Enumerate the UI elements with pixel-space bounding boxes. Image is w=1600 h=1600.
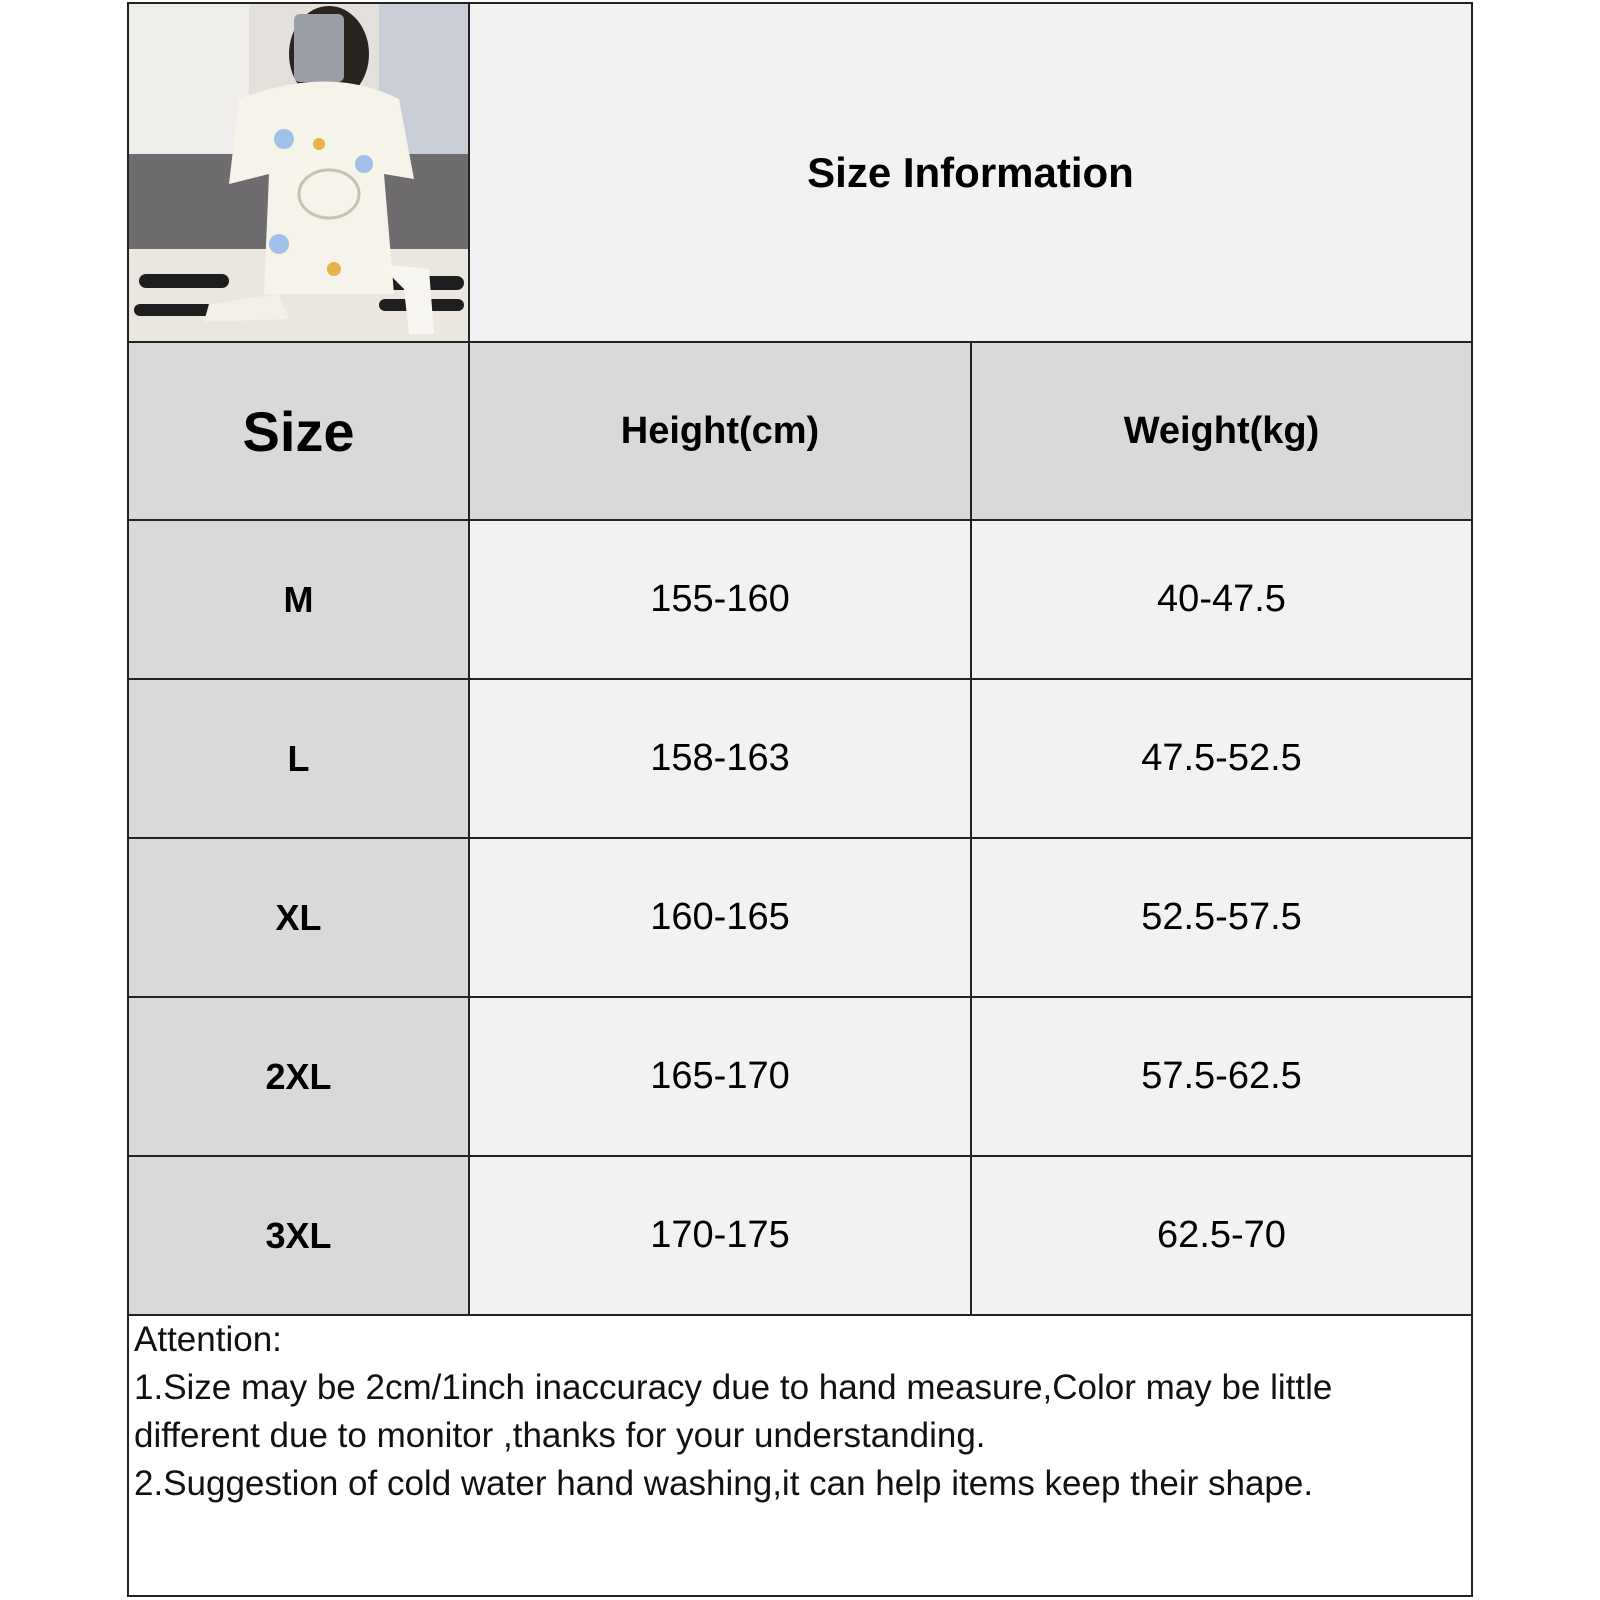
height-cell	[470, 521, 972, 678]
size-cell	[129, 1157, 470, 1314]
height-cell	[470, 998, 972, 1155]
height-value: 170-175	[650, 1214, 790, 1256]
weight-cell	[972, 521, 1471, 678]
height-value: 158-163	[650, 737, 790, 779]
weight-value: 52.5-57.5	[1141, 896, 1302, 938]
note-line: different due to monitor ,thanks for your understanding.	[134, 1416, 986, 1455]
weight-cell	[972, 839, 1471, 996]
height-cell	[470, 1157, 972, 1314]
size-cell	[129, 839, 470, 996]
size-value: 3XL	[265, 1214, 332, 1256]
size-cell	[129, 998, 470, 1155]
table-row	[129, 1157, 1471, 1316]
height-value: 160-165	[650, 896, 790, 938]
weight-cell	[972, 680, 1471, 837]
header-height-label: Height(cm)	[620, 409, 820, 452]
weight-cell	[972, 1157, 1471, 1314]
product-photo	[129, 4, 470, 343]
size-table	[129, 343, 1471, 1316]
size-value: XL	[275, 896, 322, 938]
header-cell-weight	[972, 343, 1471, 519]
size-value: L	[287, 737, 310, 779]
page-title: Size Information	[807, 148, 1134, 196]
title-cell	[470, 4, 1471, 343]
size-value: M	[283, 578, 314, 620]
weight-value: 47.5-52.5	[1141, 737, 1302, 779]
height-cell	[470, 680, 972, 837]
header-cell-size	[129, 343, 470, 519]
table-header-row	[129, 343, 1471, 521]
size-chart-sheet	[127, 2, 1473, 1597]
header-cell-height	[470, 343, 972, 519]
height-value: 155-160	[650, 578, 790, 620]
height-cell	[470, 839, 972, 996]
notes-heading: Attention:	[134, 1320, 282, 1359]
table-row	[129, 998, 1471, 1157]
table-row	[129, 839, 1471, 998]
note-line: 1.Size may be 2cm/1inch inaccuracy due to hand measure,Color may be little	[134, 1368, 1333, 1407]
weight-value: 62.5-70	[1157, 1214, 1286, 1256]
height-value: 165-170	[650, 1055, 790, 1097]
attention-notes	[134, 1316, 1464, 1508]
weight-value: 57.5-62.5	[1141, 1055, 1302, 1097]
product-photo-illustration	[129, 4, 468, 341]
weight-value: 40-47.5	[1157, 578, 1286, 620]
size-cell	[129, 521, 470, 678]
size-value: 2XL	[265, 1055, 332, 1097]
header-size-label: Size	[242, 399, 355, 463]
table-row	[129, 680, 1471, 839]
table-row	[129, 521, 1471, 680]
size-cell	[129, 680, 470, 837]
note-line: 2.Suggestion of cold water hand washing,it can help items keep their shape.	[134, 1464, 1314, 1503]
header-weight-label: Weight(kg)	[1123, 409, 1320, 452]
weight-cell	[972, 998, 1471, 1155]
